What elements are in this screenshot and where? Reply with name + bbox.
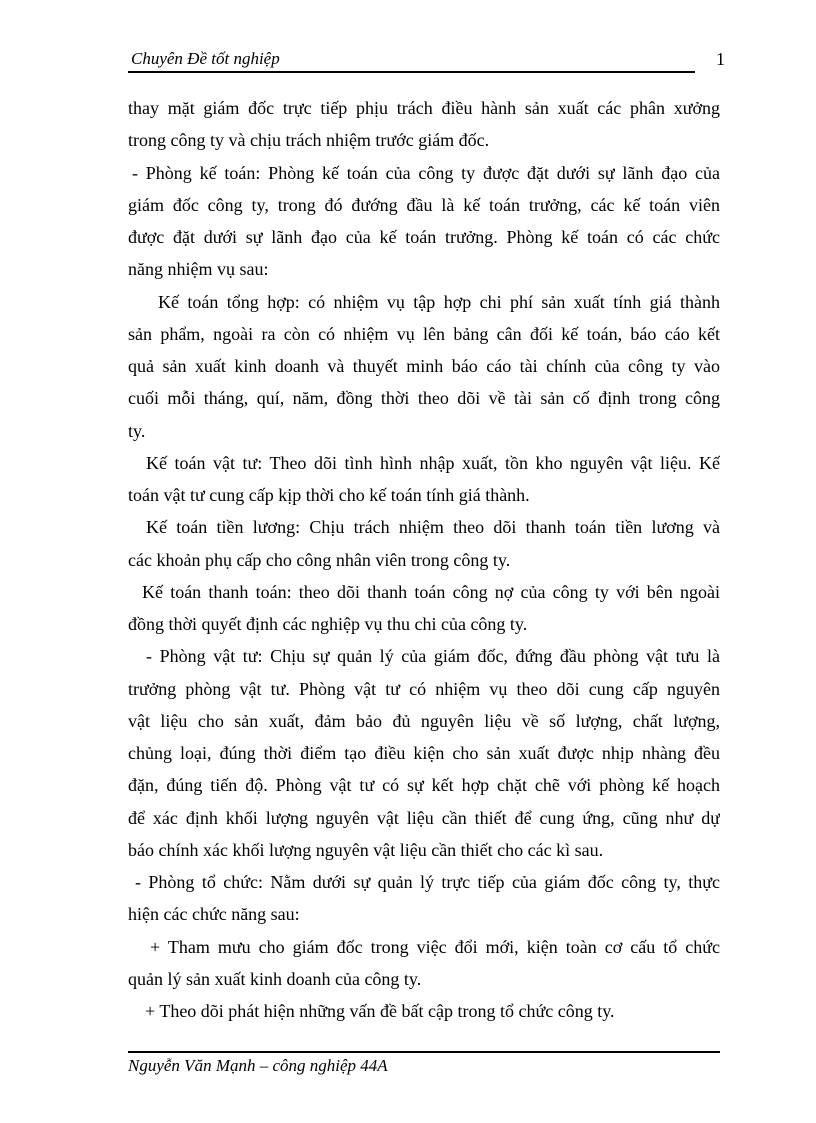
- text-line: - Phòng vật tư: Chịu sự quản lý của giám đốc, đứng đầu phòng vật tưu là: [146, 646, 720, 667]
- footer-rule: [128, 1051, 720, 1053]
- text-line: Kế toán thanh toán: theo dõi thanh toán công nợ của công ty với bên ngoài: [142, 581, 720, 602]
- page-number: 1: [716, 49, 725, 69]
- text-line: năng nhiệm vụ sau:: [128, 259, 269, 280]
- text-line: được đặt dưới sự lãnh đạo của kế toán trưởng. Phòng kế toán có các chức: [128, 227, 720, 247]
- text-line: + Tham mưu cho giám đốc trong việc đổi mới, kiện toàn cơ cấu tổ chức: [150, 936, 720, 957]
- text-line: hiện các chức năng sau:: [128, 904, 300, 925]
- text-line: đồng thời quyết định các nghiệp vụ thu chi của công ty.: [128, 614, 528, 634]
- text-line: để xác định khối lượng nguyên vật liệu cần thiết để cung ứng, cũng như dự: [128, 807, 720, 828]
- text-line: sản phẩm, ngoài ra còn có nhiệm vụ lên bảng cân đối kế toán, báo cáo kết: [128, 323, 720, 344]
- text-line: trưởng phòng vật tư. Phòng vật tư có nhiệm vụ theo dõi cung cấp nguyên: [128, 678, 720, 699]
- header-rule: [128, 71, 695, 73]
- text-line: + Theo dõi phát hiện những vấn đề bất cập trong tổ chức công ty.: [145, 1001, 615, 1021]
- text-line: trong công ty và chịu trách nhiệm trước giám đốc.: [128, 130, 490, 151]
- text-line: báo chính xác khối lượng nguyên vật liệu cần thiết cho các kì sau.: [128, 839, 604, 860]
- body-text: [128, 92, 720, 1027]
- text-line: đặn, đúng tiến độ. Phòng vật tư có sự kết hợp chặt chẽ với phòng kế hoạch: [128, 775, 720, 796]
- footer-text: Nguyễn Văn Mạnh – công nghiệp 44A: [128, 1056, 388, 1075]
- text-line: các khoản phụ cấp cho công nhân viên trong công ty.: [128, 549, 511, 570]
- text-line: cuối mỗi tháng, quí, năm, đồng thời theo dõi về tài sản cố định trong công: [128, 388, 720, 409]
- text-line: quản lý sản xuất kinh doanh của công ty.: [128, 968, 422, 989]
- text-line: quả sản xuất kinh doanh và thuyết minh báo cáo tài chính của công ty vào: [128, 356, 720, 376]
- header-title: Chuyên Đề tốt nghiệp: [131, 49, 280, 68]
- text-line: toán vật tư cung cấp kịp thời cho kế toán tính giá thành.: [128, 485, 530, 505]
- text-line: Kế toán tổng hợp: có nhiệm vụ tập hợp chi phí sản xuất tính giá thành: [158, 291, 720, 312]
- text-line: thay mặt giám đốc trực tiếp phịu trách điều hành sản xuất các phân xưởng: [128, 98, 720, 118]
- text-line: chủng loại, đúng thời điểm tạo điều kiện cho sản xuất được nhịp nhàng đều: [128, 743, 720, 763]
- text-line: - Phòng tổ chức: Nằm dưới sự quản lý trực tiếp của giám đốc công ty, thực: [135, 872, 720, 892]
- text-line: - Phòng kế toán: Phòng kế toán của công ty được đặt dưới sự lãnh đạo của: [132, 162, 720, 183]
- text-line: vật liệu cho sản xuất, đảm bảo đủ nguyên liệu về số lượng, chất lượng,: [128, 710, 720, 731]
- text-line: giám đốc công ty, trong đó đướng đầu là kế toán trưởng, các kế toán viên: [128, 194, 720, 215]
- text-line: Kế toán tiền lương: Chịu trách nhiệm theo dõi thanh toán tiền lương và: [146, 517, 720, 538]
- text-line: ty.: [128, 420, 146, 441]
- text-line: Kế toán vật tư: Theo dõi tình hình nhập xuất, tồn kho nguyên vật liệu. Kế: [146, 452, 720, 473]
